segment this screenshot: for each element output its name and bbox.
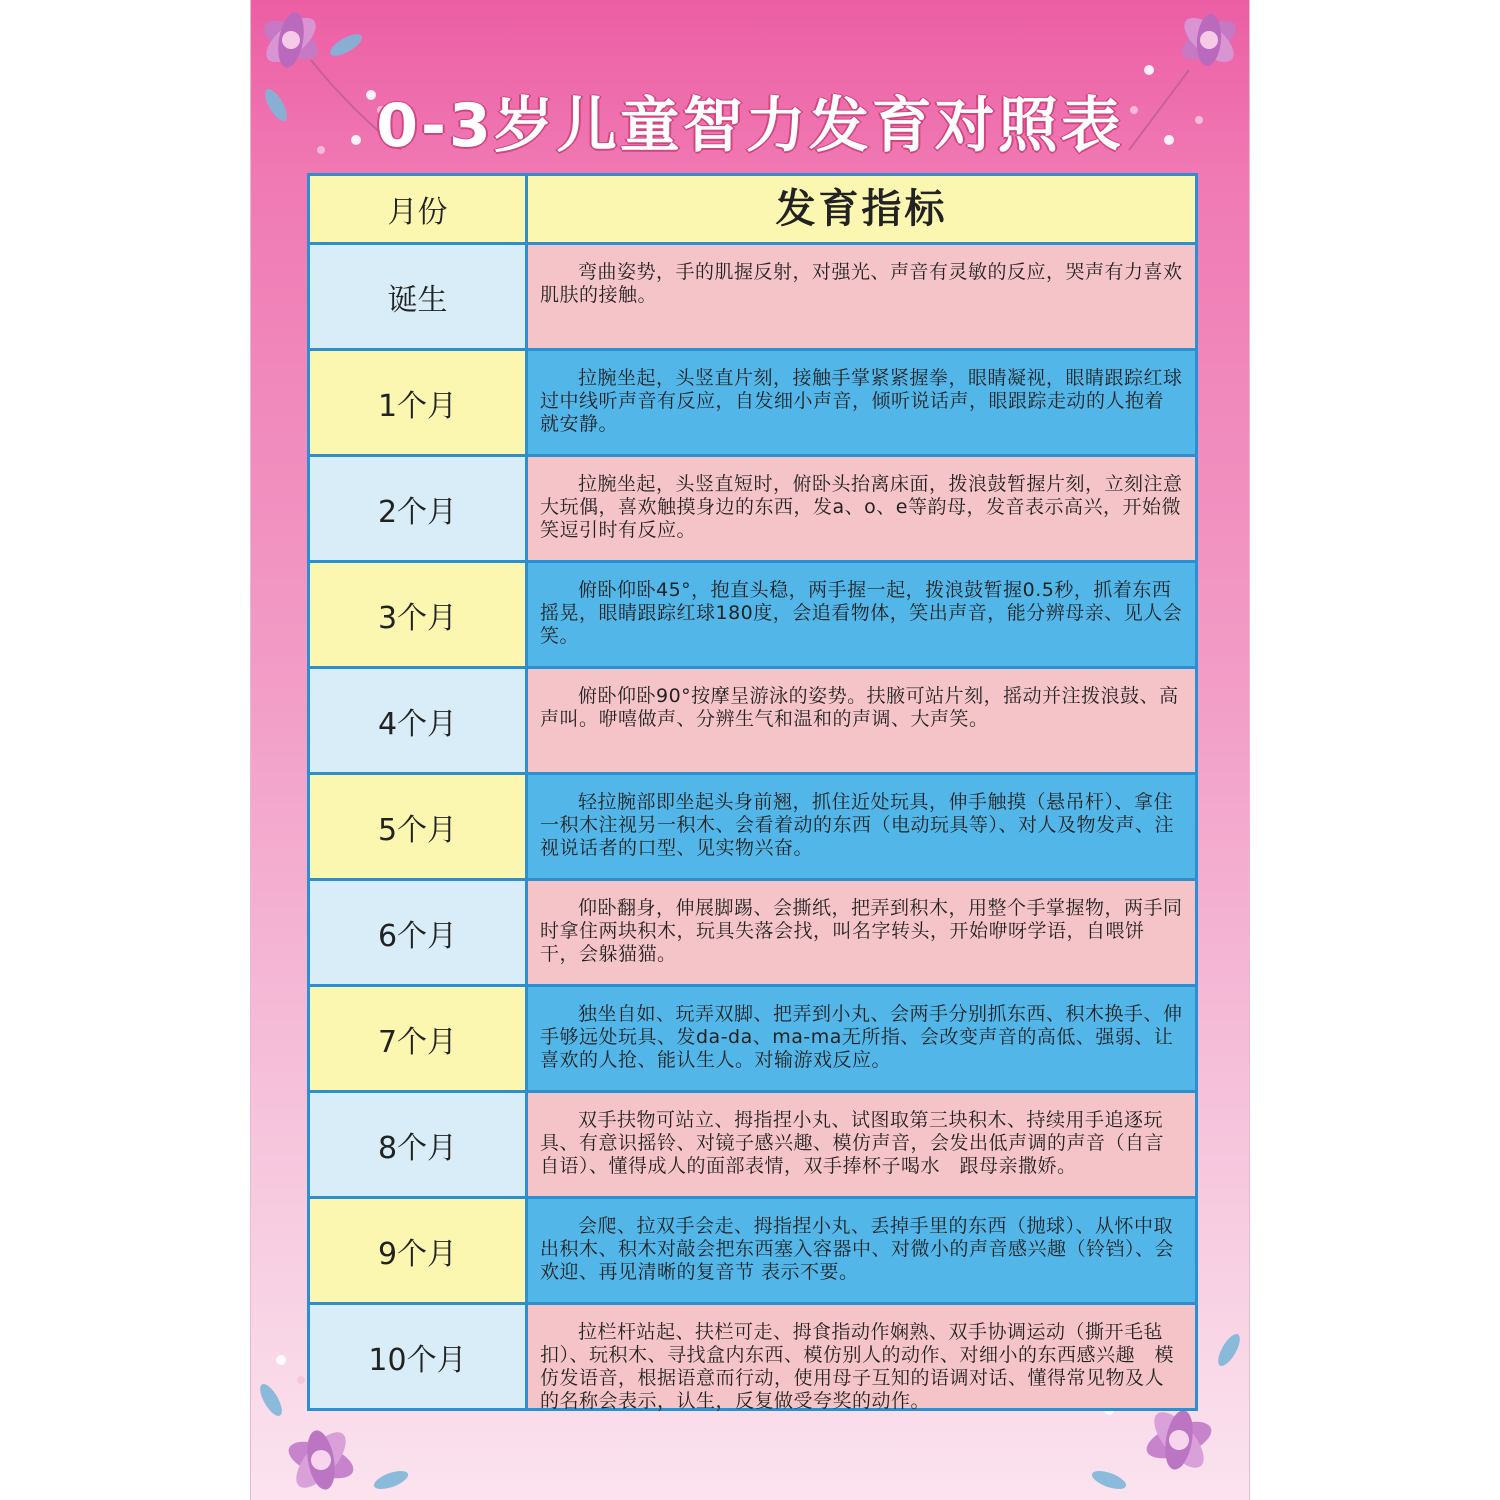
table-header-row bbox=[310, 176, 1195, 242]
month-cell: 8个月 bbox=[310, 1093, 528, 1196]
development-table bbox=[307, 173, 1198, 1411]
table-row bbox=[310, 984, 1195, 1090]
table-row bbox=[310, 666, 1195, 772]
month-cell: 2个月 bbox=[310, 457, 528, 560]
table-row bbox=[310, 348, 1195, 454]
table-row bbox=[310, 1196, 1195, 1302]
table-row bbox=[310, 878, 1195, 984]
indicator-cell: 双手扶物可站立、拇指捏小丸、试图取第三块积木、持续用手追逐玩具、有意识摇铃、对镜子感兴趣、模仿声音，会发出低声调的声音（自言自语）、懂得成人的面部表情，双手捧杯子喝水 跟母亲撒娇。 bbox=[528, 1093, 1195, 1196]
month-cell: 4个月 bbox=[310, 669, 528, 772]
month-cell: 5个月 bbox=[310, 775, 528, 878]
month-cell: 诞生 bbox=[310, 245, 528, 348]
indicator-cell: 弯曲姿势，手的肌握反射，对强光、声音有灵敏的反应，哭声有力喜欢肌肤的接触。 bbox=[528, 245, 1195, 348]
header-month: 月份 bbox=[310, 176, 528, 242]
indicator-cell: 拉栏杆站起、扶栏可走、拇食指动作娴熟、双手协调运动（撕开毛毡扣）、玩积木、寻找盒内东西、模仿别人的动作、对细小的东西感兴趣 模仿发语音，根据语意而行动，使用母子互知的语调对话、懂得常见物及人的名称会表示，认生，反复做受夸奖的动作。 bbox=[528, 1305, 1195, 1408]
indicator-cell: 轻拉腕部即坐起头身前翘，抓住近处玩具，伸手触摸（悬吊杆）、拿住一积木注视另一积木、会看着动的东西（电动玩具等）、对人及物发声、注视说话者的口型、见实物兴奋。 bbox=[528, 775, 1195, 878]
header-indicator: 发育指标 bbox=[528, 176, 1195, 242]
month-cell: 3个月 bbox=[310, 563, 528, 666]
page-title: 0-3岁儿童智力发育对照表 bbox=[376, 91, 1124, 161]
indicator-cell: 拉腕坐起，头竖直片刻，接触手掌紧紧握拳，眼睛凝视，眼睛跟踪红球过中线听声音有反应，自发细小声音，倾听说话声，眼跟踪走动的人抱着就安静。 bbox=[528, 351, 1195, 454]
table-row bbox=[310, 772, 1195, 878]
month-cell: 7个月 bbox=[310, 987, 528, 1090]
month-cell: 10个月 bbox=[310, 1305, 528, 1408]
table-row bbox=[310, 1090, 1195, 1196]
table-row bbox=[310, 1302, 1195, 1412]
indicator-cell: 会爬、拉双手会走、拇指捏小丸、丢掉手里的东西（抛球）、从怀中取出积木、积木对敲会把东西塞入容器中、对微小的声音感兴趣（铃铛）、会欢迎、再见清晰的复音节 表示不要。 bbox=[528, 1199, 1195, 1302]
table-row bbox=[310, 454, 1195, 560]
indicator-cell: 拉腕坐起，头竖直短时，俯卧头抬离床面，拨浪鼓暂握片刻，立刻注意大玩偶，喜欢触摸身边的东西，发a、o、e等韵母，发音表示高兴，开始微笑逗引时有反应。 bbox=[528, 457, 1195, 560]
table-row bbox=[310, 560, 1195, 666]
table-row bbox=[310, 242, 1195, 348]
indicator-cell: 俯卧仰卧90°按摩呈游泳的姿势。扶腋可站片刻，摇动并注拨浪鼓、高声叫。咿嘻做声、分辨生气和温和的声调、大声笑。 bbox=[528, 669, 1195, 772]
month-cell: 6个月 bbox=[310, 881, 528, 984]
indicator-cell: 独坐自如、玩弄双脚、把弄到小丸、会两手分别抓东西、积木换手、伸手够远处玩具、发da-da、ma-ma无所指、会改变声音的高低、强弱、让喜欢的人抢、能认生人。对输游戏反应。 bbox=[528, 987, 1195, 1090]
poster bbox=[250, 0, 1250, 1500]
month-cell: 9个月 bbox=[310, 1199, 528, 1302]
indicator-cell: 俯卧仰卧45°，抱直头稳，两手握一起，拨浪鼓暂握0.5秒，抓着东西摇晃，眼睛跟踪红球180度，会追看物体，笑出声音，能分辨母亲、见人会笑。 bbox=[528, 563, 1195, 666]
month-cell: 1个月 bbox=[310, 351, 528, 454]
indicator-cell: 仰卧翻身，伸展脚踢、会撕纸，把弄到积木，用整个手掌握物，两手同时拿住两块积木，玩具失落会找，叫名字转头，开始咿呀学语，自喂饼干，会躲猫猫。 bbox=[528, 881, 1195, 984]
